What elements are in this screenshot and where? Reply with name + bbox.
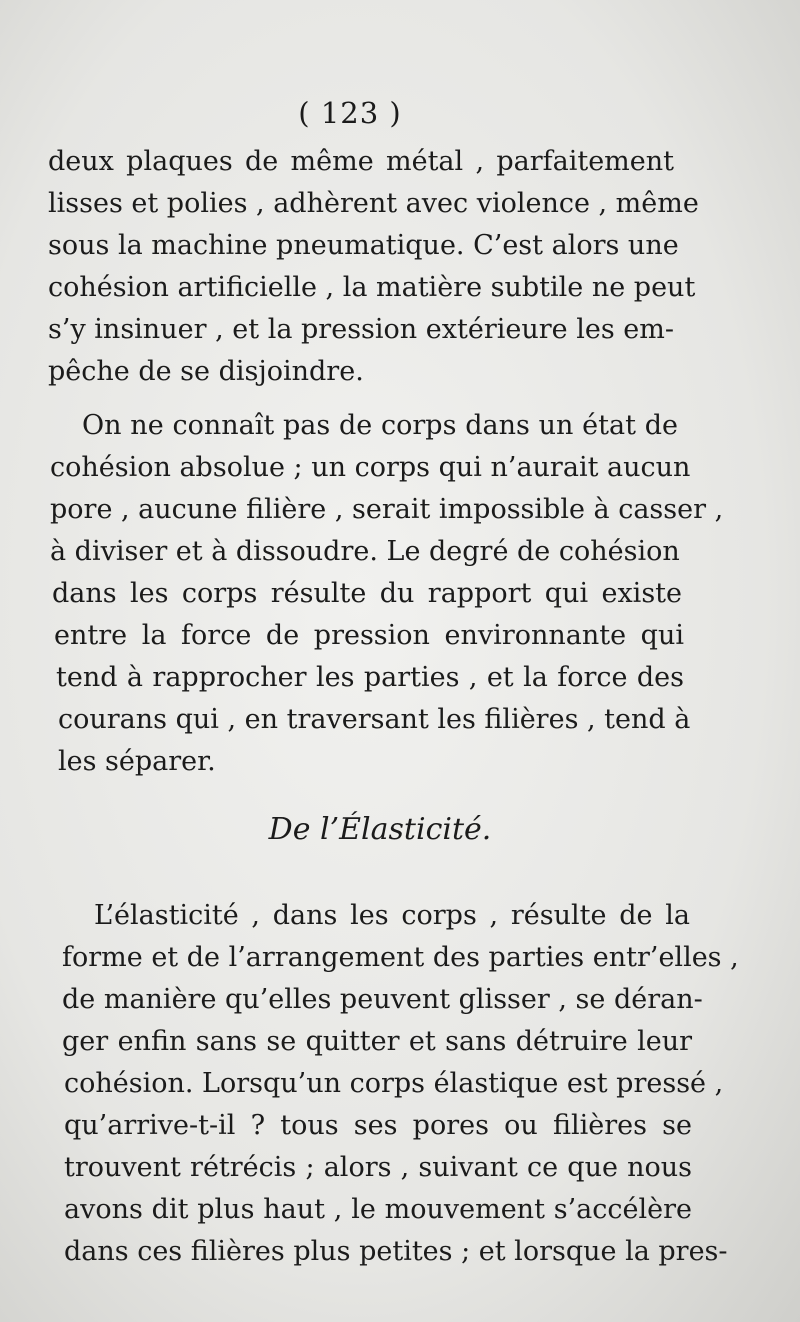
text-line: de manière qu’elles peuvent glisser , se déran-: [62, 984, 703, 1015]
page-number: ( 123 ): [298, 96, 402, 130]
text-line: dans les corps résulte du rapport qui existe: [52, 578, 682, 609]
text-line: cohésion. Lorsqu’un corps élastique est pressé ,: [64, 1068, 724, 1099]
text-line: lisses et polies , adhèrent avec violence , même: [48, 188, 699, 219]
text-line: s’y insinuer , et la pression extérieure les em-: [48, 314, 674, 345]
text-line: pêche de se disjoindre.: [48, 356, 364, 387]
text-line: cohésion absolue ; un corps qui n’aurait aucun: [50, 452, 691, 483]
text-line: les séparer.: [58, 746, 216, 777]
text-line: sous la machine pneumatique. C’est alors une: [48, 230, 679, 261]
text-line: On ne connaît pas de corps dans un état de: [82, 410, 678, 441]
text-line: à diviser et à dissoudre. Le degré de cohésion: [50, 536, 680, 567]
text-line: deux plaques de même métal , parfaitement: [48, 146, 674, 177]
text-line: tend à rapprocher les parties , et la force des: [56, 662, 684, 693]
text-line: trouvent rétrécis ; alors , suivant ce que nous: [64, 1152, 692, 1183]
text-line: forme et de l’arrangement des parties entr’elles ,: [62, 942, 739, 973]
section-heading: De l’Élasticité.: [268, 812, 492, 847]
text-line: pore , aucune filière , serait impossible à casser ,: [50, 494, 724, 525]
text-line: cohésion artificielle , la matière subtile ne peut: [48, 272, 696, 303]
text-line: dans ces filières plus petites ; et lorsque la pres-: [64, 1236, 728, 1267]
text-line: entre la force de pression environnante qui: [54, 620, 684, 651]
text-line: L’élasticité , dans les corps , résulte de la: [94, 900, 690, 931]
text-line: courans qui , en traversant les filières , tend à: [58, 704, 691, 735]
text-line: avons dit plus haut , le mouvement s’accélère: [64, 1194, 692, 1225]
text-line: qu’arrive-t-il ? tous ses pores ou filières se: [64, 1110, 692, 1141]
text-line: ger enfin sans se quitter et sans détruire leur: [62, 1026, 692, 1057]
